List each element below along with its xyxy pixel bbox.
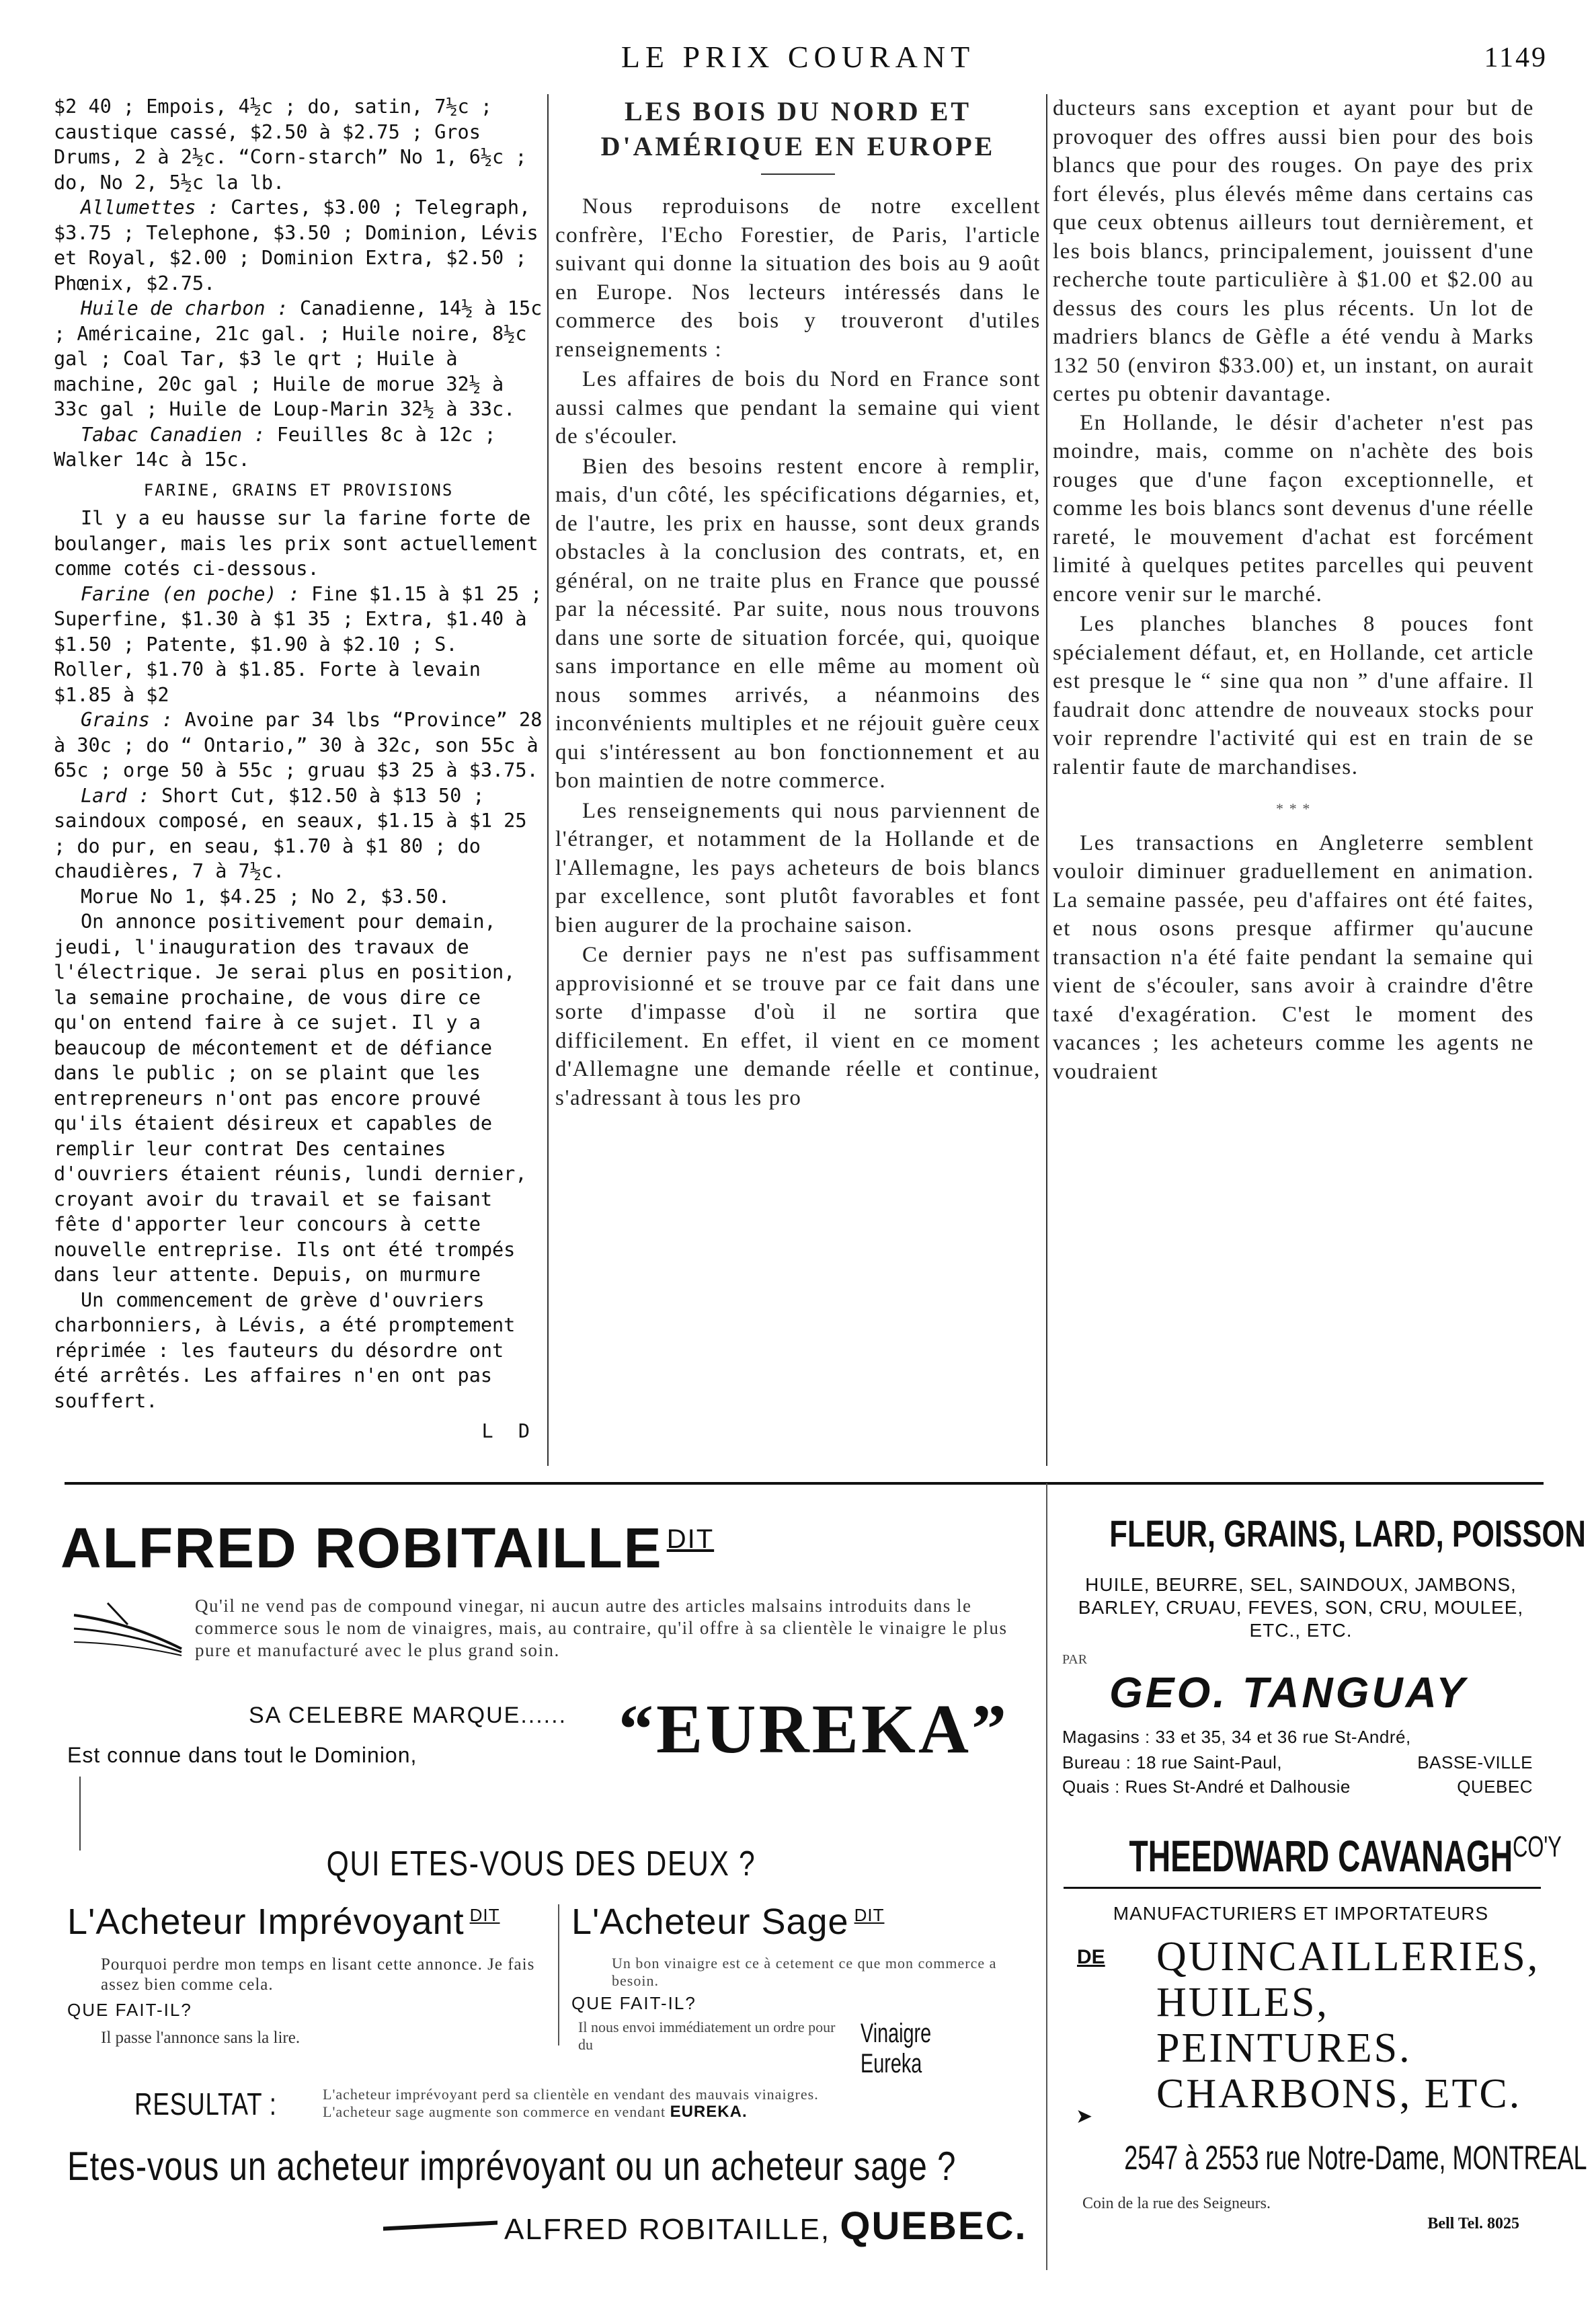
- buyer-divider: [558, 1904, 559, 2045]
- tanguay-headline: FLEUR, GRAINS, LARD, POISSON: [1109, 1512, 1586, 1555]
- ad-brand: [61, 1516, 714, 1581]
- label-flour: Farine (en poche) :: [81, 582, 301, 605]
- tanguay-stores: Magasins : 33 et 35, 34 et 36 rue St-André,: [1062, 1727, 1411, 1747]
- swoosh-lines-icon: [67, 1602, 188, 1662]
- tanguay-par: PAR: [1062, 1652, 1088, 1667]
- buyer-wise-answer: Il nous envoi immédiatement un ordre pour du: [578, 2019, 836, 2053]
- result-wise-text: L'acheteur sage augmente son commerce en vendant: [323, 2103, 666, 2120]
- cavanagh-coy: CO'Y: [1513, 1830, 1562, 1863]
- price-paragraph-matches: [54, 195, 543, 296]
- column-market-prices: [54, 94, 543, 1466]
- label-grains: Grains :: [81, 709, 173, 731]
- label-matches: Allumettes :: [81, 196, 219, 219]
- cavanagh-address: 2547 à 2553 rue Notre-Dame, MONTREAL: [1124, 2139, 1587, 2177]
- brand-dit: DIT: [666, 1524, 715, 1554]
- goods-oils: HUILES,: [1156, 1980, 1329, 2025]
- article-title: LES BOIS DU NORD ET D'AMÉRIQUE EN EUROPE: [600, 96, 996, 161]
- label-tobacco: Tabac Canadien :: [81, 423, 266, 446]
- paragraph-strike-news: Un commencement de grève d'ouvriers charbonniers, à Lévis, a été promptement réprimée : les fauteurs du désordre ont été arrêtés. Les affaires n'en ont pas souffert.: [54, 1288, 516, 1412]
- goods-coal: CHARBONS, ETC.: [1156, 2071, 1522, 2117]
- cavanagh-corner: Coin de la rue des Seigneurs.: [1082, 2195, 1271, 2212]
- newspaper-title: LE PRIX COURANT: [621, 40, 975, 74]
- label-oil: Huile de charbon :: [81, 297, 288, 319]
- buyer-wise-product: Vinaigre Eureka: [861, 2019, 932, 2078]
- text-lard: Short Cut, $12.50 à $13 50 ; saindoux composé, en seaux, $1.15 à $1 25 ; do pur, en seau, $1.70 à $1 80 ; do chaudières, 7 à 7½c.: [54, 784, 527, 882]
- tanguay-products: HUILE, BEURRE, SEL, SAINDOUX, JAMBONS, BARLEY, CRUAU, FEVES, SON, CRU, MOULEE, ETC., ETC.: [1078, 1574, 1524, 1641]
- buyer-wise-question: QUE FAIT-IL?: [571, 1993, 696, 2013]
- result-careless: L'acheteur imprévoyant perd sa clientèle en vendant des mauvais vinaigres.: [323, 2086, 819, 2103]
- result-label: RESULTAT :: [134, 2087, 277, 2121]
- author-initials: L D: [481, 1420, 536, 1442]
- paragraph-electric-news: On annonce positivement pour demain, jeudi, l'inauguration des travaux de l'électrique. Je serai plus en position, la semaine prochaine, de vous dire ce qu'on entend faire à ce sujet. Il y a beaucoup de mécontement et de défiance dans le public ; on se plaint que les entrepreneurs n'ont pas encore prouvé qu'ils étaient désireux et capables de remplir leur contrat Des centaines d'ouvriers étaient réunis, lundi dernier, croyant avoir du travail et se faisant fête d'apporter leur concours à cette nouvelle entreprise. Ils ont été trompés dans leur attente. Depuis, on murmure: [54, 910, 527, 1286]
- advertisements-right: [1055, 1494, 1587, 2281]
- cavanagh-telephone: Bell Tel. 8025: [1427, 2215, 1519, 2232]
- signature-flourish: [383, 2221, 497, 2231]
- section-heading-flour: FARINE, GRAINS ET PROVISIONS: [143, 480, 454, 500]
- tanguay-wharves-address: Quais : Rues St-André et Dalhousie: [1062, 1777, 1351, 1797]
- cavanagh-goods: [1156, 1934, 1540, 2117]
- result-text: [323, 2086, 1035, 2121]
- ad-known-text: Est connue dans tout le Dominion,: [67, 1743, 417, 1767]
- price-paragraph-lard: [54, 783, 543, 884]
- article-paragraph: ducteurs sans exception et ayant pour but de provoquer des offres aussi bien pour des bois blancs que pour des rouges. On paye des prix fort élevés, plus élevés même dans certains cas que ceux obtenus ailleurs tout dernièrement, et les bois blancs, principalement, jouissent d'une recherche toute particulière à $1.00 et $2.00 au dessus des cours les plus récents. Un lot de madriers blancs de Gèfle a été vendu à Marks 132 50 (environ $33.00) et, un instant, on aurait certes pu obtenir davantage.: [1053, 96, 1534, 406]
- article-paragraph: Les renseignements qui nous parviennent de l'étranger, et notamment de la Hollande et de l'Allemagne, les pays acheteurs de bois blancs par excellence, sont plutôt favorables et font bien augurer de la prochaine saison.: [555, 798, 1041, 937]
- text-oil: Canadienne, 14½ à 15c ; Américaine, 21c gal. ; Huile noire, 8½c gal ; Coal Tar, $3 le qrt ; Huile à machine, 20c gal ; Huile de morue 32½ à 33c gal ; Huile de Loup-Marin 32½ à 33c.: [54, 297, 543, 420]
- text-flour: Fine $1.15 à $1 25 ; Superfine, $1.30 à $1 35 ; Extra, $1.40 à $1.50 ; Patente, $1.90 à $2.10 ; S. Roller, $1.70 à $1.85. Forte à levain $1.85 à $2: [54, 582, 543, 706]
- text-tobacco: Feuilles 8c à 12c ; Walker 14c à 15c.: [54, 423, 496, 471]
- tanguay-office: [1062, 1752, 1533, 1773]
- column-article-wood: [555, 94, 1041, 1466]
- article-paragraph: Les transactions en Angleterre semblent vouloir diminuer graduellement en animation. La semaine passée, peu d'affaires ont été faites, et nous osons presque affirmer qu'aucune transaction n'a été faite pendant la semaine qui vient de s'écouler, sans avoir à craindre d'être taxé d'exagération. C'est le moment des vacances ; les acheteurs comme les agents ne voudraient: [1053, 830, 1534, 1084]
- column-divider: [547, 94, 549, 1466]
- buyer-wise-label: L'Acheteur Sage: [571, 1902, 849, 1942]
- text-grains: Avoine par 34 lbs “Province” 28 à 30c ; do “ Ontario,” 30 à 32c, son 55c à 65c ; orge 50 à 55c ; gruau $3 25 à $3.75.: [54, 709, 543, 781]
- price-paragraph-oil: [54, 296, 543, 422]
- price-paragraph-flour: [54, 582, 543, 708]
- tanguay-city: QUEBEC: [1457, 1777, 1533, 1797]
- cavanagh-name: [1129, 1830, 1562, 1881]
- signature-city: QUEBEC.: [840, 2204, 1027, 2248]
- tanguay-office-address: Bureau : 18 rue Saint-Paul,: [1062, 1752, 1283, 1772]
- article-paragraph: Les planches blanches 8 pouces font spécialement défaut, et, en Hollande, cet article est presque le “ sine qua non ” d'une affaire. Il faudrait donc attendre de nouveaux stocks pour voir reprendre l'activité qui est en train de se ralentir faute de marchandises.: [1053, 612, 1534, 779]
- paragraph-flour-rise: Il y a eu hausse sur la farine forte de boulanger, mais les prix sont actuellement comme cotés ci-dessous.: [54, 507, 538, 580]
- cavanagh-rule: [1064, 1887, 1541, 1889]
- ad-column-divider: [1046, 1483, 1047, 2270]
- result-wise: [323, 2103, 1035, 2121]
- ad-brand-claim: SA CELEBRE MARQUE......: [249, 1703, 567, 1728]
- buyer-careless-thought: Pourquoi perdre mon temps en lisant cette annonce. Je fais assez bien comme cela.: [101, 1955, 535, 1994]
- price-paragraph-tobacco: [54, 422, 543, 473]
- cavanagh-company: EDWARD CAVANAGH: [1191, 1831, 1513, 1881]
- pointer-arrow-icon: ➤: [1076, 2105, 1093, 2128]
- price-paragraph-cod: Morue No 1, $4.25 ; No 2, $3.50.: [81, 885, 450, 908]
- buyer-careless-dit: DIT: [469, 1905, 500, 1925]
- cavanagh-prefix: THE: [1129, 1831, 1191, 1881]
- label-lard: Lard :: [81, 784, 150, 807]
- page-header: [0, 39, 1596, 79]
- article-paragraph: Les affaires de bois du Nord en France sont aussi calmes que pendant la semaine qui vient de s'écouler.: [555, 367, 1041, 449]
- column-article-continued: [1053, 94, 1534, 1466]
- ad-closing-question: Etes-vous un acheteur imprévoyant ou un acheteur sage ?: [67, 2144, 957, 2189]
- column-divider: [1046, 94, 1047, 1466]
- goods-hardware: QUINCAILLERIES,: [1156, 1934, 1540, 1980]
- price-paragraph-grains: [54, 707, 543, 783]
- tanguay-name: GEO. TANGUAY: [1109, 1668, 1468, 1717]
- ad-question: QUI ETES-VOUS DES DEUX ?: [326, 1844, 756, 1883]
- buyer-wise-thought: Un bon vinaigre est ce à cetement ce que mon commerce a besoin.: [612, 1955, 997, 1989]
- price-paragraph-starch: $2 40 ; Empois, 4½c ; do, satin, 7½c ; caustique cassé, $2.50 à $2.75 ; Gros Drums, 2 à 2½c. “Corn-starch” No 1, 6½c ; do, No 2, 5½c la lb.: [54, 95, 527, 194]
- article-paragraph: Nous reproduisons de notre excellent confrère, l'Echo Forestier, de Paris, l'article suivant qui donne la situation des bois au 9 août en Europe. Nos lecteurs intéressés dans le commerce des bois y trouveront d'utiles renseignements :: [555, 194, 1041, 362]
- ad-signature: [504, 2204, 1027, 2249]
- buyer-wise-heading: [571, 1901, 884, 1943]
- article-paragraph: Bien des besoins restent encore à remplir, mais, d'un côté, les spécifications dégarnies, et, de l'autre, les prix en hausse, sont deux grands obstacles à la conclusion des contrats, et, en général, on ne traite plus en France que poussé par la nécessité. Par suite, nous nous trouvons dans une sorte de situation forcée, qui, quoique sans importance en elle même au moment où nous sommes arrivés, a néanmoins des inconvénients multiples et ne réjouit guère ceux qui s'intéressent au bon fonctionnement et au bon maintien de notre commerce.: [555, 454, 1041, 793]
- article-paragraph: En Hollande, le désir d'acheter n'est pas moindre, mais, comme on n'achète des bois rouges que d'une façon exceptionnelle, et comme les bois blancs sont devenus d'une réelle rareté, le mouvement d'achat est forcément limité à quelques petites parcelles qui peuvent encore venir sur le marché.: [1053, 410, 1534, 607]
- brand-name: ALFRED ROBITAILLE: [61, 1516, 663, 1580]
- goods-paints: PEINTURES.: [1156, 2025, 1412, 2071]
- cavanagh-manufacturers: MANUFACTURIERS ET IMPORTATEURS: [1113, 1903, 1489, 1924]
- buyer-careless-answer: Il passe l'annonce sans la lire.: [101, 2029, 301, 2047]
- text-matches: Cartes, $3.00 ; Telegraph, $3.75 ; Telephone, $3.50 ; Dominion, Lévis et Royal, $2.00 ; Dominion Extra, $2.50 ; Phœnix, $2.75.: [54, 196, 538, 295]
- result-wise-brand: EUREKA.: [670, 2103, 748, 2121]
- buyer-careless-question: QUE FAIT-IL?: [67, 2000, 192, 2020]
- title-rule: [761, 173, 835, 175]
- ad-intro-text: Qu'il ne vend pas de compound vinegar, ni aucun autre des articles malsains introduits dans le commerce sous le nom de vinaigres, mais, au contraire, qu'il offre à sa clientèle le vinaigre le plus pure et manufacturé avec le plus grand soin.: [195, 1596, 1008, 1660]
- buyer-wise-dit: DIT: [854, 1905, 885, 1925]
- ads-divider: [65, 1482, 1544, 1485]
- decorative-rule: [79, 1777, 81, 1850]
- section-separator: * * *: [1276, 800, 1311, 817]
- tanguay-wharves: [1062, 1777, 1533, 1797]
- ad-product-name: “EUREKA”: [619, 1690, 1009, 1768]
- buyer-careless-heading: [67, 1901, 500, 1943]
- advertisement-eureka: [40, 1494, 1042, 2281]
- tanguay-district: BASSE-VILLE: [1417, 1752, 1533, 1772]
- buyer-careless-label: L'Acheteur Imprévoyant: [67, 1902, 465, 1942]
- signature-name: ALFRED ROBITAILLE,: [504, 2213, 831, 2246]
- article-paragraph: Ce dernier pays ne n'est pas suffisamment approvisionné et se trouve par ce fait dans une sorte d'impasse d'où il ne sortira que difficilement. En effet, il vient en ce moment d'Allemagne une demande réelle et continue, s'adressant à tous les pro: [555, 943, 1041, 1110]
- page-number: 1149: [1484, 42, 1548, 73]
- cavanagh-de: DE: [1077, 1946, 1105, 1968]
